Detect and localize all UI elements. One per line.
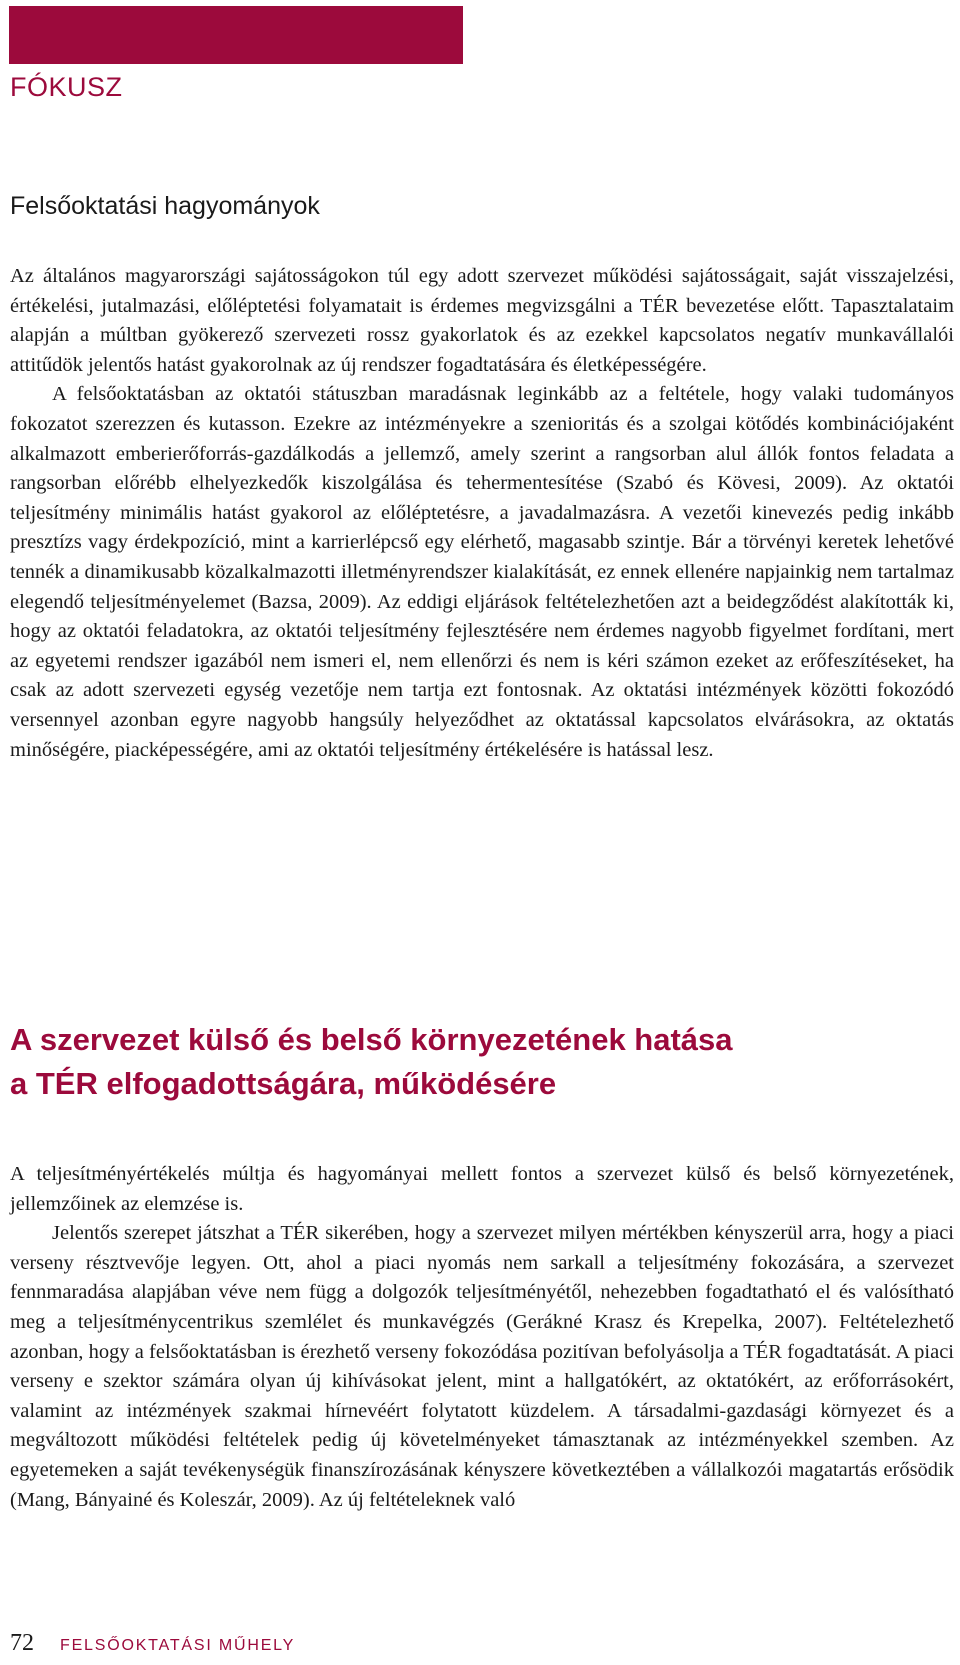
heading-line: A szervezet külső és belső környezetének hatása — [10, 1022, 733, 1057]
paragraph: A felsőoktatásban az oktatói státuszban maradásnak leginkább az a feltétele, hogy valaki tudományos fokozatot szerezzen és kutasson. Ezekre az intézményekre a szenioritás és a szolgai kötődés kombinációjaként alkalmazott emberierőforrás-gazdálkodás a jellemző, amely szerint a rangsorban alul állók fontos feladata a rangsorban előrébb elhelyezkedők kiszolgálása és tehermentesítése (Szabó és Kövesi, 2009). Az oktatói teljesítmény minimális hatást gyakorol az előléptetésre, a javadalmazásra. A vezetői kinevezés pedig inkább presztízs vagy érdekpozíció, mint a karrierlépcső egy elérhető, magasabb szintje. Bár a törvényi keretek lehetővé tennék a dinamikusabb közalkalmazotti illetményrendszer kialakítását, ez ennek ellenére napjainkig nem tartalmaz elegendő teljesítményelemet (Bazsa, 2009). Az eddigi eljárások feltételezhetően azt a beidegződést alakították ki, hogy az oktatói feladatokra, az oktatói teljesítmény fejlesztésére nem érdemes nagyobb figyelmet fordítani, mert az egyetemi rendszer igazából nem ismeri el, nem ellenőrzi és nem is kéri számon ezeket az erőfeszítéseket, ha csak az adott szervezeti egység vezetője nem tartja ezt fontosnak. Az oktatási intézmények közötti fokozódó versennyel azonban egyre nagyobb hangsúly helyeződhet az oktatással kapcsolatos elvárásokra, az oktatás minőségére, piacképességére, ami az oktatói teljesítmény értékelésére is hatással lesz. — [10, 383, 954, 761]
header-color-bar — [9, 6, 463, 64]
section-body-environment — [10, 1160, 954, 1515]
page-number: 72 — [10, 1630, 34, 1656]
section-title-traditions: Felsőoktatási hagyományok — [10, 192, 320, 220]
paragraph: Jelentős szerepet játszhat a TÉR sikerében, hogy a szervezet milyen mértékben kényszerül arra, hogy a piaci verseny résztvevője legyen. Ott, ahol a piaci nyomás nem sarkall a teljesítmény fokozására, a szervezet fennmaradása alapjában véve nem függ a dolgozók teljesítményétől, nehezebben fogadtatható el és valósítható meg a teljesítménycentrikus szemlélet és munkavégzés (Gerákné Krasz és Krepelka, 2007). Feltételezhető azonban, hogy a felsőoktatásban is érezhető verseny fokozódása pozitívan befolyásolja a TÉR fogadtatását. A piaci verseny e szektor számára olyan új kihívásokat jelent, mint a hallgatókért, az oktatókért, az erőforrásokért, valamint az intézmények szakmai hírnevéért folytatott küzdelem. A társadalmi-gazdasági környezet és a megváltozott működési feltételek pedig új követelményeket támasztanak az intézményekkel szemben. Az egyetemeken a saját tevékenységük finanszírozásának kényszere következtében a vállalkozói magatartás erősödik (Mang, Bányainé és Koleszár, 2009). Az új feltételeknek való — [10, 1222, 954, 1511]
journal-name: FELSŐOKTATÁSI MŰHELY — [60, 1637, 296, 1654]
page-footer — [10, 1630, 295, 1657]
paragraph: Az általános magyarországi sajátosságokon túl egy adott szervezet működési sajátosságait, saját visszajelzési, értékelési, jutalmazási, előléptetési folyamatait is érdemes megvizsgálni a TÉR bevezetése előtt. Tapasztalataim alapján a múltban gyökerező szervezeti rossz gyakorlatok és az ezekkel kapcsolatos negatív munkavállalói attitűdök jelentős hatást gyakorolnak az új rendszer fogadtatására és életképességére. — [10, 265, 954, 376]
paragraph: A teljesítményértékelés múltja és hagyományai mellett fontos a szervezet külső és belső környezetének, jellemzőinek az elemzése is. — [10, 1163, 954, 1215]
heading-line: a TÉR elfogadottságára, működésére — [10, 1066, 557, 1101]
section-body-traditions — [10, 262, 954, 765]
section-label: FÓKUSZ — [10, 72, 123, 102]
section-title-environment — [10, 1018, 950, 1106]
